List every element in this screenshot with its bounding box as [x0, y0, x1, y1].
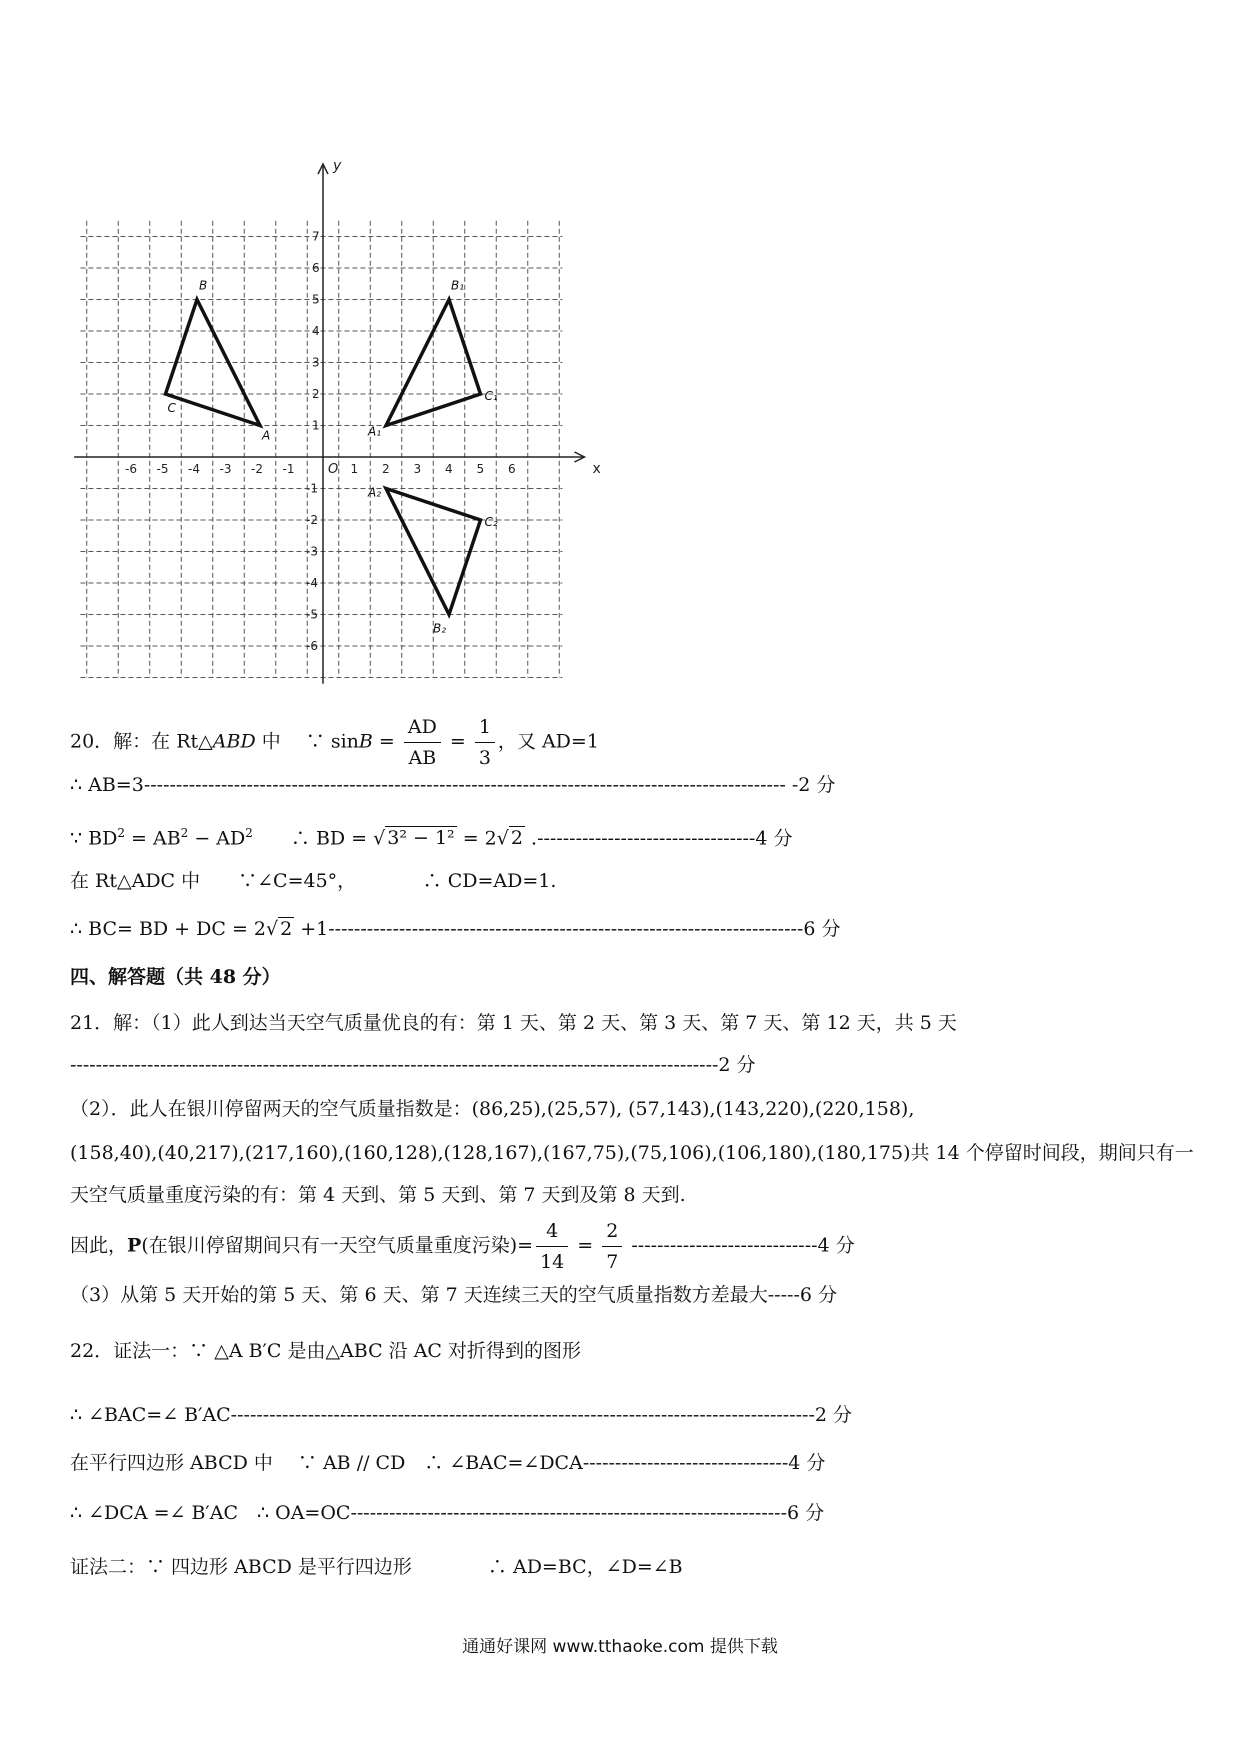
y-tick-label: -5 — [306, 607, 318, 622]
vertex-label-B₂: B₂ — [433, 621, 447, 636]
x-tick-label: -1 — [282, 462, 295, 476]
x-tick-label: -6 — [125, 462, 137, 476]
y-tick-label: -3 — [306, 544, 318, 559]
q20-line-5: ∴ BC= BD + DC = 2√ 2 +1--------------------------------------------------------------------------6 分 — [70, 918, 841, 940]
q20-line-2: ∴ AB=3---------------------------------------------------------------------------------------------------- -2 分 — [70, 774, 836, 796]
q21-line-1: 21．解：（1）此人到达当天空气质量优良的有：第 1 天、第 2 天、第 3 天、第 7 天、第 12 天，共 5 天 — [70, 1012, 957, 1034]
q21-fraction-2-7: $\frac{2}{7}$ — [602, 1216, 622, 1277]
x-tick-label: 1 — [350, 462, 359, 476]
q21-line-6: 因此，P(在银川停留期间只有一天空气质量重度污染)= $\frac{4}{14}$ = $\frac{2}{7}$ -----------------------------4 分 — [70, 1216, 855, 1277]
y-tick-label: 7 — [312, 229, 320, 244]
vertex-label-A₁: A₁ — [368, 424, 382, 439]
q20-line-3: ∵ $BD^2 = AB^2 - AD^2$ ∴ BD = √ 3² − 1² = 2√ 2 .----------------------------------4 分 — [70, 826, 793, 850]
x-tick-label: -4 — [188, 462, 200, 476]
y-tick-label: 5 — [312, 292, 320, 307]
q21-line-7: （3）从第 5 天开始的第 5 天、第 6 天、第 7 天连续三天的空气质量指数方差最大-----6 分 — [70, 1284, 837, 1306]
q20-fraction-one-third: $\frac{1}{3}$ — [475, 712, 495, 773]
y-tick-label: 2 — [312, 387, 320, 401]
y-tick-label: -1 — [306, 481, 318, 496]
q20-line-4: 在 Rt△ADC 中 ∵∠C=45°， ∴ CD=AD=1. — [70, 870, 557, 892]
q21-fraction-4-14: $\frac{4}{14}$ — [536, 1216, 568, 1277]
q21-line-4: (158,40),(40,217),(217,160),(160,128),(128,167),(167,75),(75,106),(106,180),(180,175)共 14 个停留时间段，期间只有一 — [70, 1142, 1194, 1164]
x-tick-label: 4 — [445, 462, 453, 476]
q22-line-2: ∴ ∠BAC=∠ B′AC-------------------------------------------------------------------------------------------2 分 — [70, 1404, 853, 1426]
x-tick-label: -5 — [156, 462, 169, 476]
x-axis-label: x — [592, 461, 601, 477]
x-tick-label: 2 — [382, 462, 390, 476]
vertex-label-B: B — [199, 278, 208, 293]
q21-line-2: -----------------------------------------------------------------------------------------------------2 分 — [70, 1054, 756, 1076]
y-tick-label: 4 — [312, 324, 320, 338]
vertex-label-A₂: A₂ — [368, 485, 382, 500]
y-tick-label: 1 — [312, 418, 320, 433]
q20-line-1: 20．解：在 Rt△ABD 中 ∵ sinB = $\frac{AD}{AB}$ = $\frac{1}{3}$ ，又 AD=1 — [70, 712, 599, 773]
q22-line-1: 22．证法一：∵ △A B′C 是由△ABC 沿 AC 对折得到的图形 — [70, 1340, 582, 1362]
y-tick-label: -4 — [306, 576, 318, 590]
x-tick-label: 5 — [476, 462, 485, 476]
x-tick-label: -3 — [219, 462, 232, 476]
y-tick-label: -2 — [306, 513, 318, 527]
vertex-label-B₁: B₁ — [451, 278, 465, 293]
y-tick-label: 3 — [312, 355, 320, 370]
vertex-label-C₁: C₁ — [484, 389, 498, 403]
q22-line-5: 证法二：∵ 四边形 ABCD 是平行四边形 ∴ AD=BC，∠D=∠B — [70, 1556, 683, 1578]
y-tick-label: 6 — [312, 261, 320, 275]
q21-line-5: 天空气质量重度污染的有：第 4 天到、第 5 天到、第 7 天到及第 8 天到. — [70, 1184, 686, 1206]
vertex-label-C: C — [167, 401, 176, 415]
y-tick-label: -6 — [306, 639, 318, 653]
y-axis-label: y — [333, 160, 342, 175]
q22-line-3: 在平行四边形 ABCD 中 ∵ AB // CD ∴ ∠BAC=∠DCA--------------------------------4 分 — [70, 1452, 826, 1474]
x-tick-label: 3 — [413, 462, 422, 476]
q21-line-3: （2）．此人在银川停留两天的空气质量指数是：(86,25),(25,57), (57,143),(143,220),(220,158), — [70, 1098, 915, 1120]
coordinate-grid-figure — [50, 160, 630, 700]
x-tick-label: -2 — [251, 462, 263, 476]
x-tick-label: 6 — [508, 462, 516, 476]
vertex-label-C₂: C₂ — [484, 515, 498, 529]
vertex-label-A: A — [262, 428, 271, 443]
q20-fraction-ad-ab: $\frac{AD}{AB}$ — [404, 712, 441, 773]
section-heading: 四、解答题（共 48 分） — [70, 966, 281, 988]
origin-label: O — [328, 462, 339, 477]
footer-source-text: 通通好课网 www.tthaoke.com 提供下载 — [462, 1637, 778, 1657]
q22-line-4: ∴ ∠DCA =∠ B′AC ∴ OA=OC--------------------------------------------------------------------6 分 — [70, 1502, 825, 1524]
